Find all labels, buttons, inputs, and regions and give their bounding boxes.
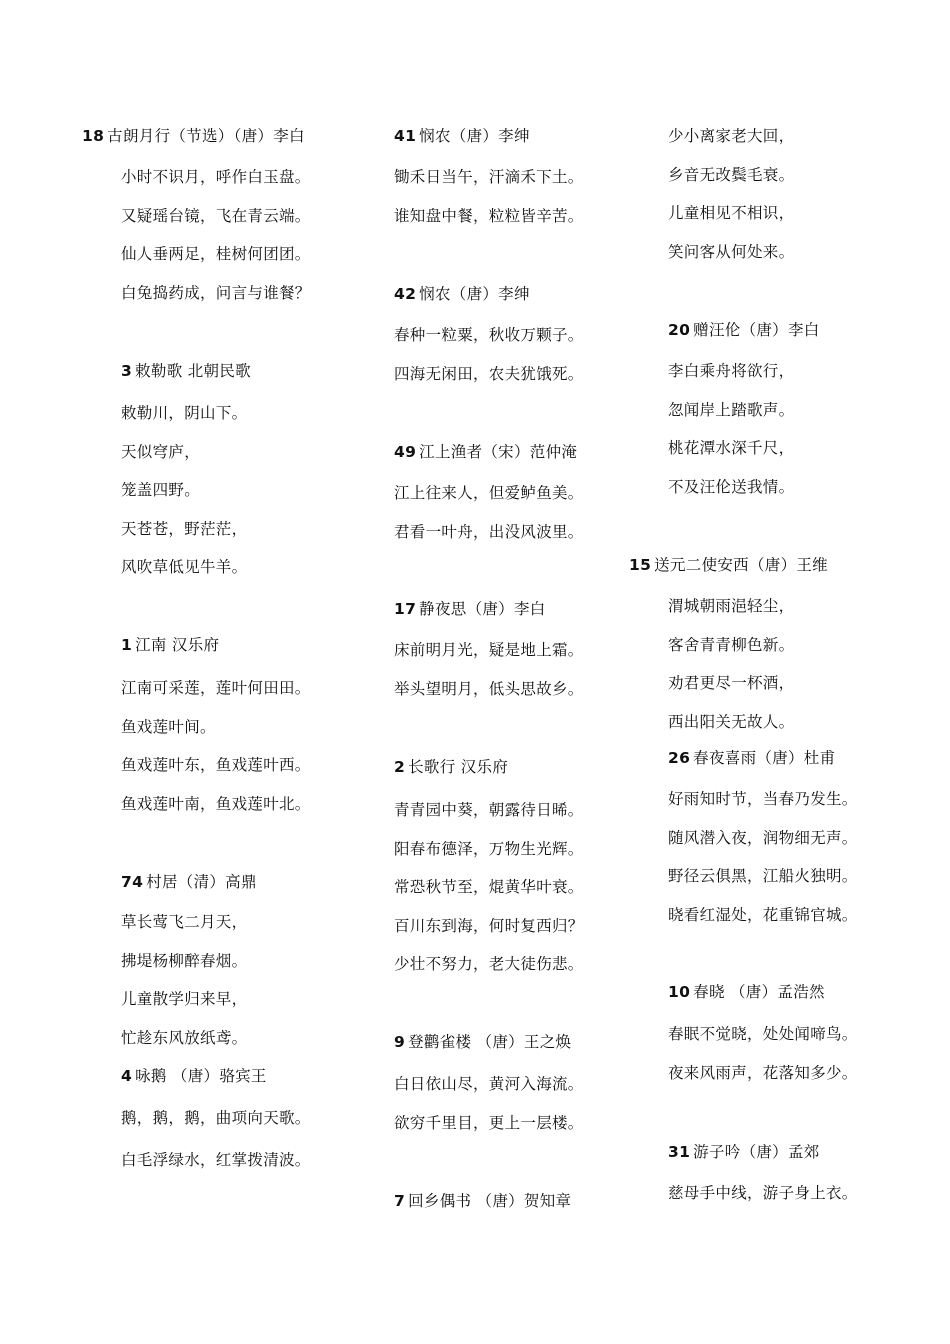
poem-line: 乡音无改鬓毛衰。 bbox=[668, 165, 795, 184]
poem-heading: 敕勒歌 北朝民歌 bbox=[135, 362, 251, 380]
poem-title-p-yonge bbox=[121, 1067, 267, 1085]
poem-number: 49 bbox=[394, 443, 417, 461]
poem-line: 西出阳关无故人。 bbox=[668, 712, 795, 731]
poem-line: 百川东到海，何时复西归？ bbox=[394, 916, 584, 935]
poem-number: 10 bbox=[668, 983, 691, 1001]
poem-title-p-zengwanglun bbox=[668, 321, 820, 339]
poem-line: 桃花潭水深千尺， bbox=[668, 439, 795, 457]
poem-number: 31 bbox=[668, 1143, 691, 1161]
poem-line: 江上往来人，但爱鲈鱼美。 bbox=[394, 484, 584, 502]
poem-number: 20 bbox=[668, 321, 691, 339]
poem-heading: 送元二使安西（唐）王维 bbox=[654, 556, 828, 574]
poem-line: 常恐秋节至，焜黄华叶衰。 bbox=[394, 878, 584, 896]
poem-heading: 长歌行 汉乐府 bbox=[408, 758, 509, 776]
poem-line: 客舍青青柳色新。 bbox=[668, 635, 795, 654]
poem-title-p-youziyin bbox=[668, 1143, 820, 1161]
poem-line: 鹅，鹅，鹅，曲项向天歌。 bbox=[121, 1109, 311, 1127]
poem-number: 4 bbox=[121, 1067, 133, 1085]
poem-line: 江南可采莲，莲叶何田田。 bbox=[121, 679, 311, 697]
poem-heading: 静夜思（唐）李白 bbox=[419, 600, 546, 618]
poem-line: 君看一叶舟，出没风波里。 bbox=[394, 522, 584, 541]
poem-line: 白兔捣药成，问言与谁餐？ bbox=[121, 283, 311, 302]
poem-line: 谁知盘中餐，粒粒皆辛苦。 bbox=[394, 206, 584, 225]
poem-title-p-minnong1 bbox=[394, 127, 530, 145]
poem-line: 白日依山尽，黄河入海流。 bbox=[394, 1075, 584, 1093]
poem-line: 敕勒川，阴山下。 bbox=[121, 404, 248, 422]
poem-line: 鱼戏莲叶南，鱼戏莲叶北。 bbox=[121, 794, 311, 813]
poem-title-p-chilege bbox=[121, 362, 251, 380]
poem-line: 四海无闲田，农夫犹饿死。 bbox=[394, 364, 584, 383]
poem-heading: 游子吟（唐）孟郊 bbox=[693, 1143, 820, 1161]
poem-line: 春种一粒粟，秋收万颗子。 bbox=[394, 326, 584, 344]
poem-line: 李白乘舟将欲行， bbox=[668, 362, 795, 380]
poem-line: 风吹草低见牛羊。 bbox=[121, 558, 248, 576]
poem-number: 3 bbox=[121, 362, 133, 380]
poem-line: 小时不识月，呼作白玉盘。 bbox=[121, 168, 311, 186]
poem-line: 慈母手中线，游子身上衣。 bbox=[668, 1184, 858, 1202]
poem-line: 渭城朝雨浥轻尘， bbox=[668, 597, 795, 615]
poem-line: 少小离家老大回， bbox=[668, 127, 795, 145]
poem-line: 少壮不努力，老大徒伤悲。 bbox=[394, 955, 584, 973]
poem-line: 仙人垂两足，桂树何团团。 bbox=[121, 245, 311, 263]
poem-line: 鱼戏莲叶间。 bbox=[121, 717, 216, 736]
poem-line: 夜来风雨声，花落知多少。 bbox=[668, 1063, 858, 1082]
poem-title-p-changgexing bbox=[394, 758, 508, 776]
poem-heading: 春晓 （唐）孟浩然 bbox=[693, 983, 825, 1001]
poem-heading: 古朗月行（节选）（唐）李白 bbox=[107, 127, 305, 145]
poem-title-p-jingyesi bbox=[394, 600, 546, 618]
poem-heading: 江上渔者（宋）范仲淹 bbox=[419, 443, 578, 461]
poem-line: 白毛浮绿水，红掌拨清波。 bbox=[121, 1151, 311, 1169]
poem-title-p-jiangnan bbox=[121, 636, 219, 654]
poem-number: 42 bbox=[394, 285, 417, 303]
poem-line: 随风潜入夜，润物细无声。 bbox=[668, 828, 858, 847]
poem-line: 忙趁东风放纸鸢。 bbox=[121, 1028, 248, 1047]
poem-heading: 春夜喜雨（唐）杜甫 bbox=[693, 749, 836, 767]
poem-line: 笑问客从何处来。 bbox=[668, 242, 795, 261]
poem-line: 不及汪伦送我情。 bbox=[668, 477, 795, 496]
poem-line: 天苍苍，野茫茫， bbox=[121, 519, 248, 538]
poem-title-p-cunju bbox=[121, 873, 257, 891]
poem-line: 野径云俱黑，江船火独明。 bbox=[668, 867, 858, 885]
poem-number: 7 bbox=[394, 1192, 406, 1210]
poem-line: 拂堤杨柳醉春烟。 bbox=[121, 951, 248, 970]
poem-heading: 悯农（唐）李绅 bbox=[419, 127, 530, 145]
poem-line: 床前明月光，疑是地上霜。 bbox=[394, 641, 584, 659]
poem-line: 阳春布德泽，万物生光辉。 bbox=[394, 839, 584, 858]
poem-line: 青青园中葵，朝露待日晞。 bbox=[394, 801, 584, 819]
poem-number: 26 bbox=[668, 749, 691, 767]
poem-number: 41 bbox=[394, 127, 417, 145]
poem-line: 儿童散学归来早， bbox=[121, 990, 248, 1008]
poem-heading: 回乡偶书 （唐）贺知章 bbox=[408, 1192, 572, 1210]
poem-line: 欲穷千里目，更上一层楼。 bbox=[394, 1113, 584, 1132]
poem-title-p-dengguanquelou bbox=[394, 1033, 571, 1051]
poem-title-p-chunxiao bbox=[668, 983, 825, 1001]
poem-title-p-chunyexiyu bbox=[668, 749, 835, 767]
poem-line: 儿童相见不相识， bbox=[668, 204, 795, 222]
poem-line: 晓看红湿处，花重锦官城。 bbox=[668, 905, 858, 924]
poem-number: 2 bbox=[394, 758, 406, 776]
poem-number: 15 bbox=[629, 556, 652, 574]
poem-number: 9 bbox=[394, 1033, 406, 1051]
poem-line: 草长莺飞二月天， bbox=[121, 913, 248, 931]
poem-title-p-minnong2 bbox=[394, 285, 530, 303]
poem-title-p-gulangyuexing bbox=[82, 127, 305, 145]
poem-line: 天似穹庐， bbox=[121, 442, 201, 461]
poem-line: 又疑瑶台镜，飞在青云端。 bbox=[121, 206, 311, 225]
poem-heading: 赠汪伦（唐）李白 bbox=[693, 321, 820, 339]
poem-line: 忽闻岸上踏歌声。 bbox=[668, 400, 795, 419]
poem-heading: 登鹳雀楼 （唐）王之焕 bbox=[408, 1033, 572, 1051]
poem-line: 锄禾日当午，汗滴禾下土。 bbox=[394, 168, 584, 186]
poem-line: 鱼戏莲叶东，鱼戏莲叶西。 bbox=[121, 756, 311, 774]
poem-line: 春眠不觉晓，处处闻啼鸟。 bbox=[668, 1025, 858, 1043]
poem-heading: 村居（清）高鼎 bbox=[146, 873, 257, 891]
poem-number: 1 bbox=[121, 636, 133, 654]
poem-number: 74 bbox=[121, 873, 144, 891]
poem-line: 举头望明月，低头思故乡。 bbox=[394, 679, 584, 698]
poem-number: 18 bbox=[82, 127, 105, 145]
poem-heading: 江南 汉乐府 bbox=[135, 636, 220, 654]
poem-heading: 咏鹅 （唐）骆宾王 bbox=[135, 1067, 267, 1085]
poem-title-p-songyuaner bbox=[629, 556, 828, 574]
poem-line: 好雨知时节，当春乃发生。 bbox=[668, 790, 858, 808]
poem-number: 17 bbox=[394, 600, 417, 618]
poem-line: 笼盖四野。 bbox=[121, 481, 201, 499]
poem-title-p-huixiangoushu bbox=[394, 1192, 571, 1210]
poem-heading: 悯农（唐）李绅 bbox=[419, 285, 530, 303]
poem-line: 劝君更尽一杯酒， bbox=[668, 674, 795, 692]
poem-title-p-jiangshangyuzhe bbox=[394, 443, 577, 461]
